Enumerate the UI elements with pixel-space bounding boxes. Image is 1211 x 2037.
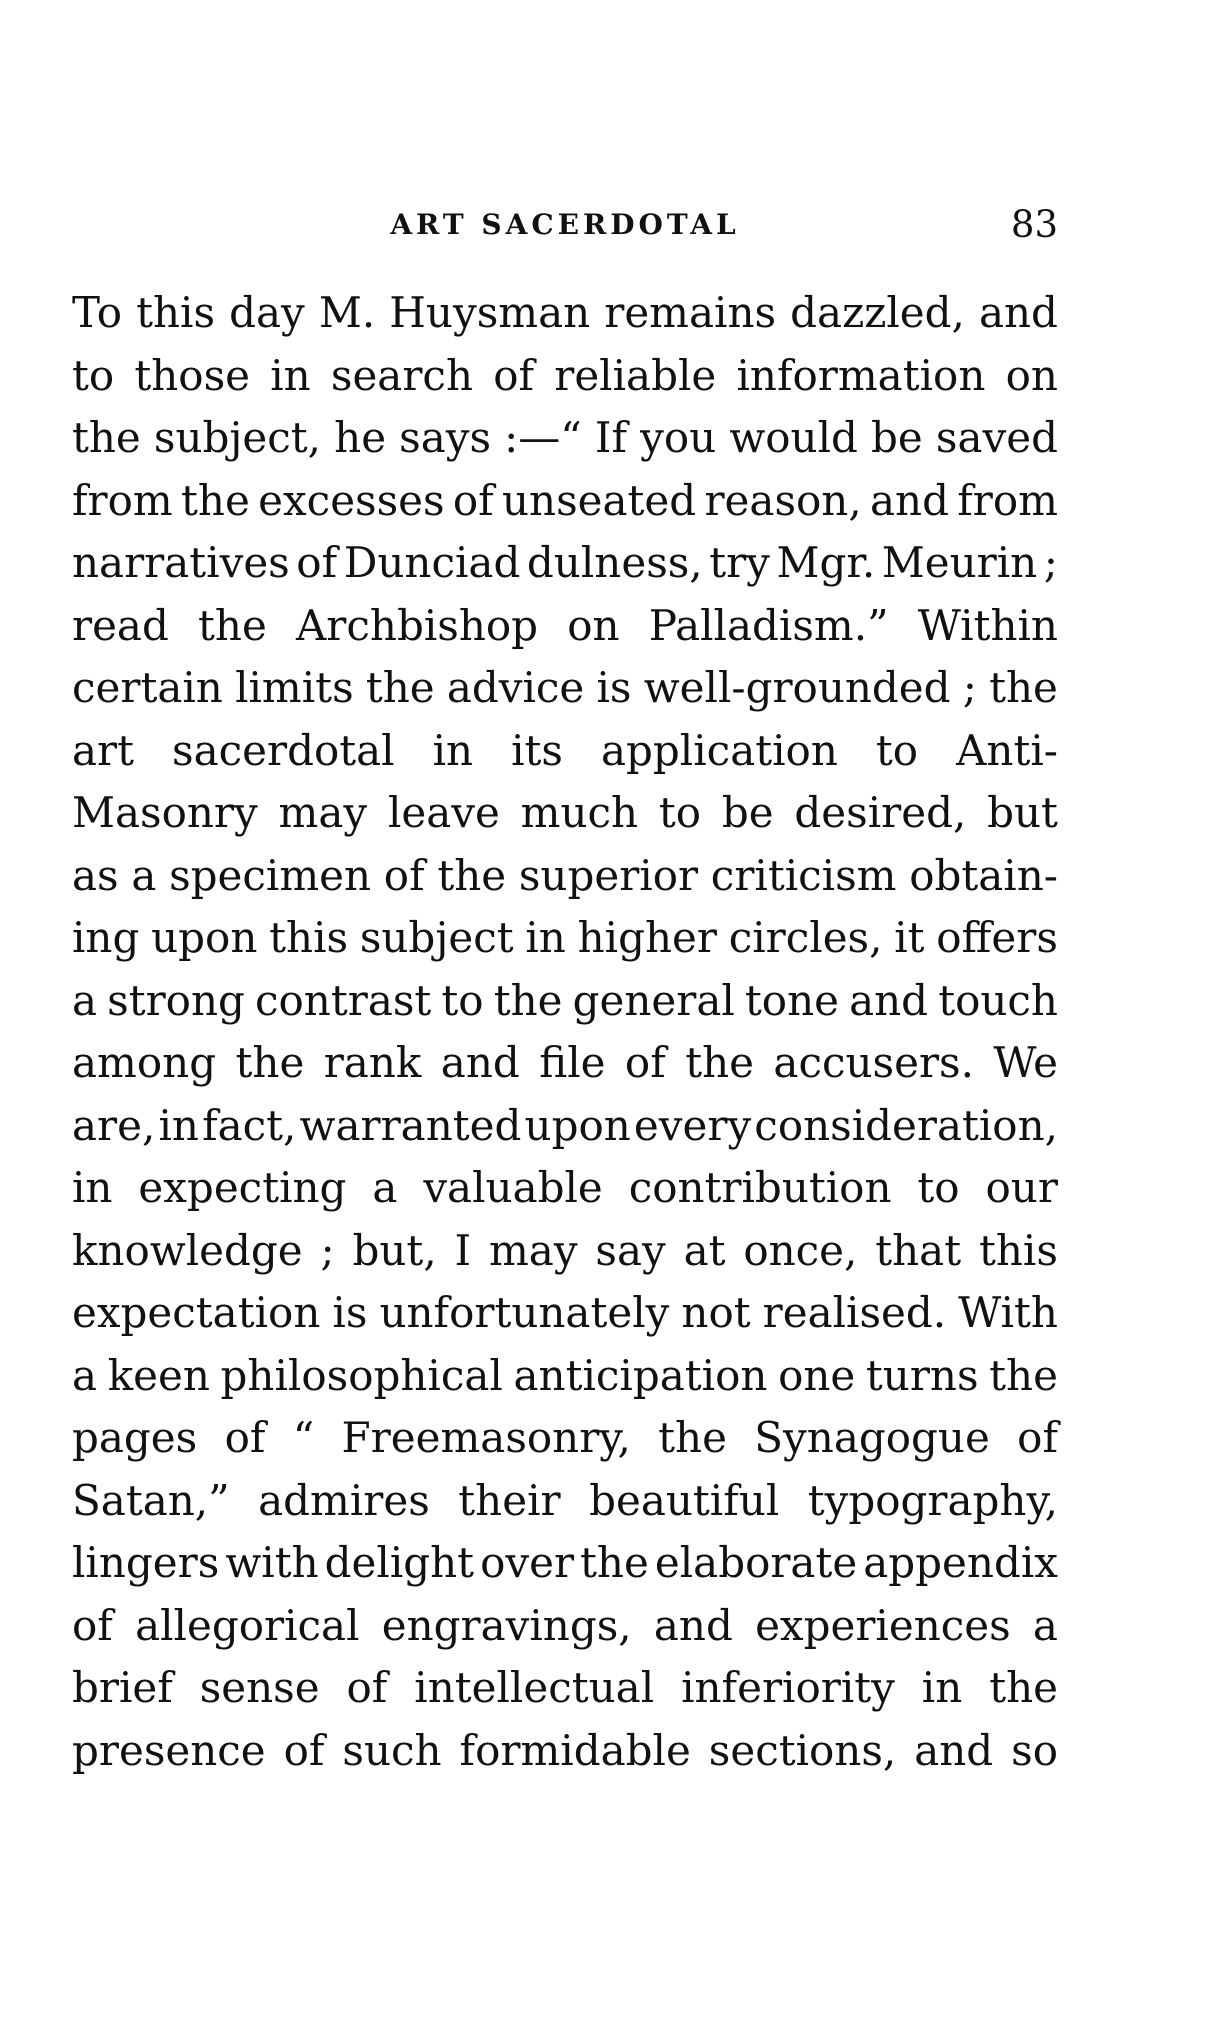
- word: ;: [1043, 538, 1058, 587]
- word: in: [72, 1163, 113, 1212]
- word: dulness,: [526, 538, 703, 587]
- word: and: [914, 1725, 994, 1775]
- word: allegorical: [135, 1600, 360, 1650]
- text-line: [72, 1032, 1058, 1095]
- word: rank: [323, 1038, 422, 1087]
- word: intellectual: [414, 1663, 655, 1712]
- word: the: [989, 1350, 1058, 1400]
- word: once,: [743, 1225, 858, 1275]
- word: sections,: [708, 1725, 897, 1775]
- word: may: [488, 1225, 578, 1275]
- text-line: [72, 1157, 1058, 1220]
- word: accusers.: [773, 1038, 974, 1087]
- word: are,: [72, 1100, 156, 1150]
- word: its: [511, 725, 563, 775]
- word: upon: [524, 1100, 631, 1150]
- word: information: [736, 350, 986, 400]
- word: much: [520, 788, 639, 837]
- word: of: [72, 1600, 113, 1650]
- word: a: [72, 975, 98, 1025]
- word: the: [181, 475, 250, 525]
- word: as: [72, 850, 119, 900]
- word: with: [225, 1538, 319, 1587]
- word: that: [875, 1225, 962, 1275]
- text-line: [72, 720, 1058, 783]
- word: so: [1011, 1725, 1058, 1775]
- text-line: [72, 1595, 1058, 1658]
- word: those: [134, 350, 250, 400]
- word: pages: [72, 1413, 198, 1462]
- word: advice: [446, 663, 585, 712]
- word: realised.: [762, 1288, 947, 1337]
- word: ing: [72, 913, 140, 962]
- word: saved: [935, 413, 1058, 462]
- word: strong: [107, 975, 245, 1025]
- word: and: [849, 975, 929, 1025]
- word: to: [441, 975, 484, 1025]
- word: Palladism.”: [648, 600, 889, 650]
- word: tone: [744, 975, 839, 1025]
- word: M.: [318, 288, 376, 337]
- word: and: [869, 475, 949, 525]
- word: in: [525, 913, 566, 962]
- text-line: [72, 970, 1058, 1033]
- word: to: [917, 1163, 960, 1212]
- word: presence: [72, 1725, 266, 1775]
- word: a: [131, 850, 157, 900]
- word: Synagogue: [754, 1413, 990, 1462]
- word: contrast: [255, 975, 432, 1025]
- word: would: [729, 413, 858, 462]
- text-line: [72, 1345, 1058, 1408]
- word: of: [346, 1663, 388, 1712]
- word: appendix: [863, 1538, 1058, 1587]
- word: general: [572, 975, 735, 1025]
- word: to: [875, 725, 919, 775]
- word: I: [454, 1225, 472, 1275]
- word: at: [683, 1225, 726, 1275]
- text-line: [72, 845, 1058, 908]
- word: the: [493, 975, 563, 1025]
- word: of: [283, 1725, 325, 1775]
- word: To: [72, 288, 123, 337]
- word: limits: [235, 663, 354, 712]
- word: this: [978, 1225, 1058, 1275]
- word: but: [987, 788, 1058, 837]
- word: it: [894, 913, 925, 962]
- word: Within: [917, 600, 1058, 650]
- word: Freemasonry,: [341, 1413, 631, 1462]
- word: among: [72, 1038, 217, 1087]
- word: and: [653, 1600, 733, 1650]
- text-line: [72, 1532, 1058, 1595]
- word: keen: [107, 1350, 210, 1400]
- word: a: [72, 1350, 98, 1400]
- word: from: [957, 475, 1058, 525]
- word: the: [72, 413, 141, 462]
- word: experiences: [755, 1600, 1011, 1650]
- word: knowledge: [72, 1225, 303, 1275]
- text-line: [72, 1657, 1058, 1720]
- word: may: [278, 788, 368, 837]
- word: Satan,”: [72, 1475, 230, 1525]
- word: Mgr.: [776, 538, 876, 587]
- word: Archbishop: [295, 600, 539, 650]
- word: not: [681, 1288, 751, 1337]
- word: the: [989, 1663, 1058, 1712]
- word: well-grounded: [643, 663, 951, 712]
- word: try: [709, 538, 770, 587]
- running-title: ART SACERDOTAL: [390, 208, 740, 241]
- word: elaborate: [654, 1538, 858, 1587]
- text-line: [72, 1720, 1058, 1783]
- word: Masonry: [72, 788, 258, 837]
- word: the: [685, 1038, 754, 1087]
- word: of: [1017, 1413, 1058, 1462]
- word: of: [383, 850, 425, 900]
- running-head: [72, 200, 1058, 250]
- word: of: [493, 350, 535, 400]
- text-line: [72, 595, 1058, 658]
- word: Meurin: [881, 538, 1038, 587]
- word: their: [458, 1475, 561, 1525]
- word: read: [72, 600, 169, 650]
- word: remains: [604, 288, 777, 337]
- word: Huysman: [389, 288, 591, 337]
- word: the: [198, 600, 267, 650]
- word: Anti-: [956, 725, 1058, 775]
- page-number: 83: [1010, 203, 1058, 246]
- word: subject: [359, 913, 514, 962]
- word: says: [399, 413, 492, 462]
- word: expecting: [138, 1163, 347, 1212]
- body-text: [72, 282, 1058, 1782]
- word: of: [452, 475, 494, 525]
- word: one: [778, 1350, 856, 1400]
- word: certain: [72, 663, 223, 712]
- word: this: [269, 913, 349, 962]
- word: upon: [151, 913, 258, 962]
- word: in: [921, 1663, 963, 1712]
- word: “: [292, 1413, 315, 1462]
- word: ;: [320, 1225, 335, 1275]
- word: you: [640, 413, 717, 462]
- word: in: [432, 725, 474, 775]
- word: the: [437, 850, 507, 900]
- word: application: [601, 725, 838, 775]
- text-line: [72, 782, 1058, 845]
- word: the: [658, 1413, 727, 1462]
- word: engravings,: [381, 1600, 632, 1650]
- word: criticism: [710, 850, 897, 900]
- word: a: [1032, 1600, 1058, 1650]
- word: lingers: [72, 1538, 220, 1587]
- word: sense: [199, 1663, 320, 1712]
- word: brief: [72, 1663, 173, 1712]
- word: this: [136, 288, 216, 337]
- word: typography,: [807, 1475, 1058, 1525]
- text-line: [72, 407, 1058, 470]
- word: Dunciad: [343, 538, 521, 587]
- word: the: [989, 663, 1058, 712]
- word: touch: [938, 975, 1058, 1025]
- word: unfortunately: [379, 1288, 670, 1337]
- word: unseated: [502, 475, 697, 525]
- word: be: [721, 788, 774, 837]
- word: With: [958, 1288, 1058, 1337]
- word: higher: [577, 913, 717, 962]
- word: desired,: [794, 788, 967, 837]
- word: philosophical: [220, 1350, 503, 1400]
- word: is: [596, 663, 632, 712]
- word: beautiful: [589, 1475, 780, 1525]
- word: inferiority: [681, 1663, 895, 1712]
- word: reason,: [704, 475, 862, 525]
- text-line: [72, 1282, 1058, 1345]
- word: search: [330, 350, 473, 400]
- text-line: [72, 1095, 1058, 1158]
- word: and: [978, 288, 1058, 337]
- word: leave: [387, 788, 500, 837]
- word: on: [1005, 350, 1058, 400]
- word: and: [440, 1038, 520, 1087]
- word: offers: [936, 913, 1058, 962]
- word: ;: [962, 663, 977, 712]
- text-line: [72, 907, 1058, 970]
- word: delight: [324, 1538, 475, 1587]
- word: circles,: [728, 913, 883, 962]
- word: the: [580, 1538, 649, 1587]
- word: day: [229, 288, 305, 337]
- word: dazzled,: [790, 288, 965, 337]
- word: valuable: [423, 1163, 603, 1212]
- text-line: [72, 1220, 1058, 1283]
- word: in: [158, 1100, 199, 1150]
- word: be: [871, 413, 923, 462]
- word: superior: [518, 850, 699, 900]
- word: of: [224, 1413, 266, 1462]
- word: consideration,: [754, 1100, 1058, 1150]
- word: admires: [258, 1475, 430, 1525]
- text-line: [72, 282, 1058, 345]
- word: If: [594, 413, 628, 462]
- word: reliable: [554, 350, 717, 400]
- word: obtain-: [909, 850, 1058, 900]
- word: our: [985, 1163, 1058, 1212]
- word: say: [595, 1225, 666, 1275]
- word: :—“: [504, 413, 582, 462]
- word: a: [372, 1163, 398, 1212]
- word: every: [633, 1100, 752, 1150]
- text-line: [72, 532, 1058, 595]
- word: the: [365, 663, 435, 712]
- word: expectation: [72, 1288, 321, 1337]
- word: he: [334, 413, 387, 462]
- word: narratives: [72, 538, 290, 587]
- word: turns: [865, 1350, 979, 1400]
- word: excesses: [258, 475, 445, 525]
- word: fact,: [202, 1100, 297, 1150]
- word: sacerdotal: [172, 725, 395, 775]
- word: anticipation: [513, 1350, 768, 1400]
- word: is: [332, 1288, 368, 1337]
- word: such: [342, 1725, 442, 1775]
- word: to: [658, 788, 702, 837]
- word: of: [296, 538, 338, 587]
- text-line: [72, 470, 1058, 533]
- word: contribution: [628, 1163, 892, 1212]
- word: on: [567, 600, 620, 650]
- word: warranted: [299, 1100, 522, 1150]
- word: subject,: [153, 413, 322, 462]
- word: from: [72, 475, 173, 525]
- text-line: [72, 1407, 1058, 1470]
- word: the: [235, 1038, 305, 1087]
- text-line: [72, 1470, 1058, 1533]
- word: over: [480, 1538, 575, 1587]
- word: in: [270, 350, 311, 400]
- word: formidable: [459, 1725, 691, 1775]
- word: art: [72, 725, 134, 775]
- text-line: [72, 657, 1058, 720]
- word: to: [72, 350, 115, 400]
- word: specimen: [169, 850, 372, 900]
- word: of: [624, 1038, 666, 1087]
- word: but,: [352, 1225, 437, 1275]
- word: We: [993, 1038, 1058, 1087]
- text-line: [72, 345, 1058, 408]
- word: file: [539, 1038, 606, 1087]
